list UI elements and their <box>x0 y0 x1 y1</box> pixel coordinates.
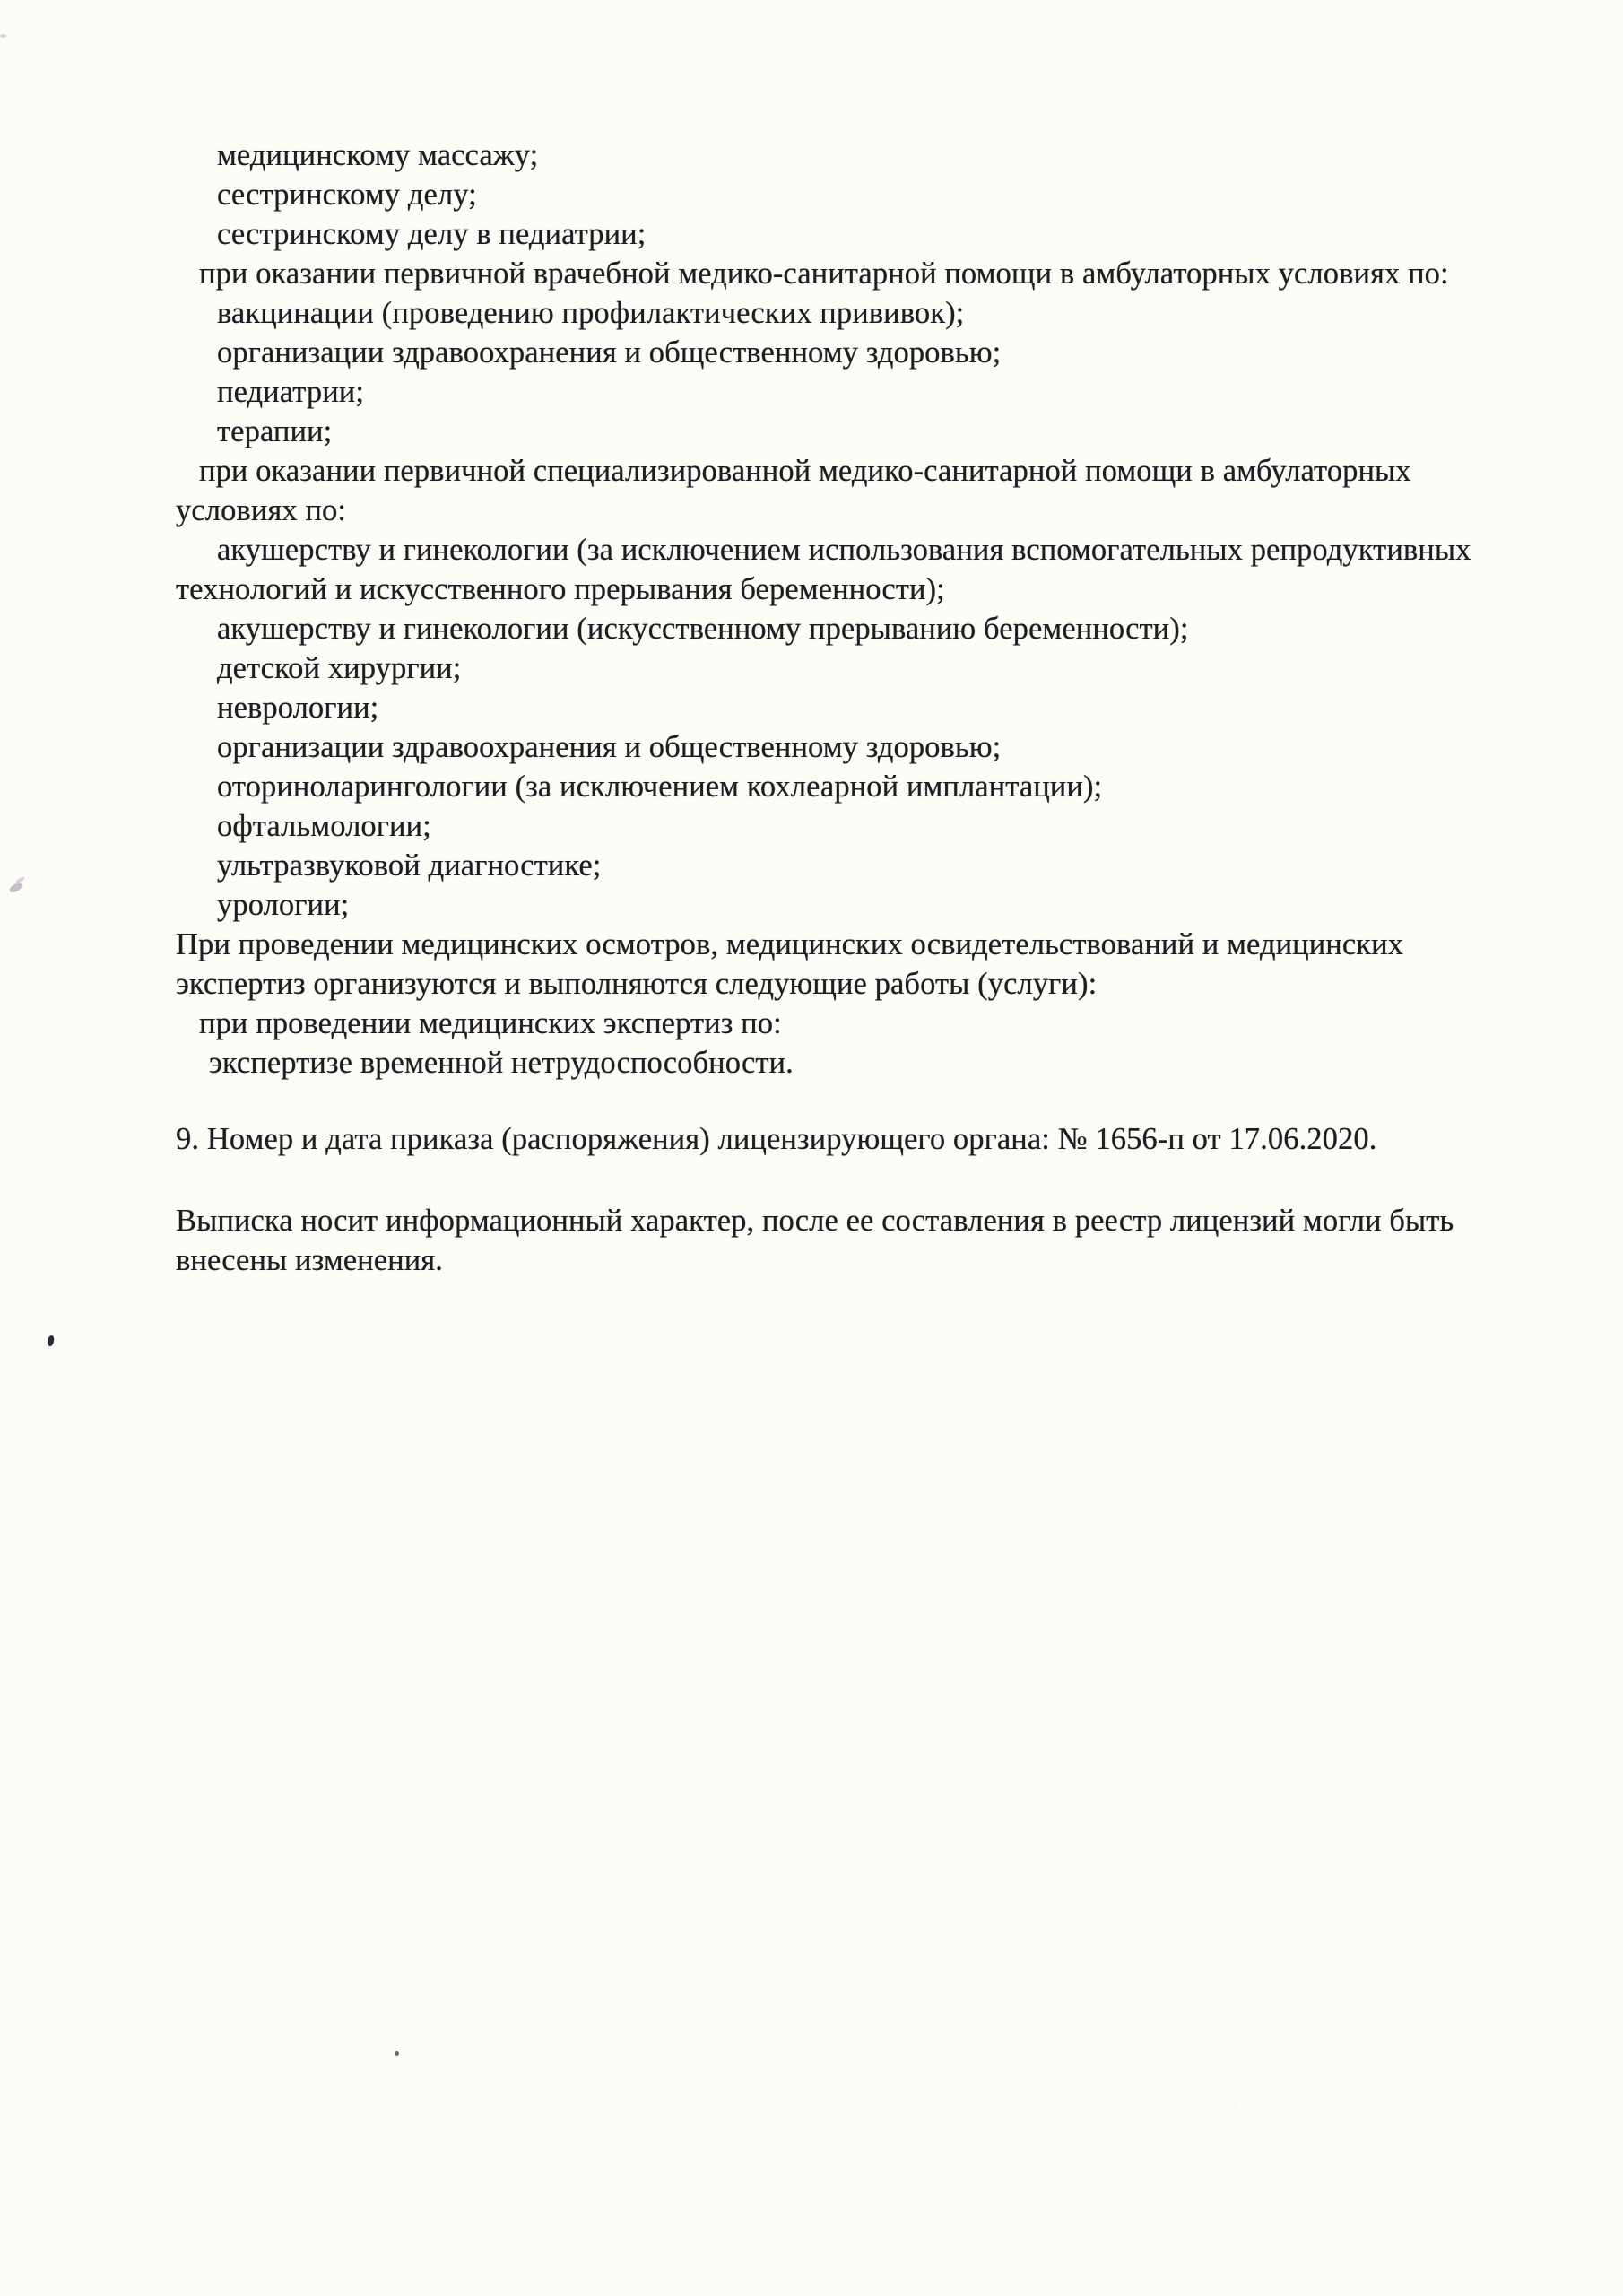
doc-line-service: сестринскому делу; <box>217 178 477 212</box>
doc-line-continuation: условиях по: <box>176 493 347 527</box>
doc-line-service: неврологии; <box>217 691 379 725</box>
doc-line-service: детской хирургии; <box>217 651 462 685</box>
doc-line-category: при оказании первичной врачебной медико-санитарной помощи в амбулаторных условиях по: <box>199 257 1449 291</box>
doc-line-service: вакцинации (проведению профилактических прививок); <box>217 296 965 330</box>
doc-line-service: акушерству и гинекологии (за исключением использования вспомогательных репродуктивных <box>217 533 1471 567</box>
doc-line-continuation: экспертиз организуются и выполняются следующие работы (услуги): <box>176 967 1098 1001</box>
doc-line-disclaimer: внесены изменения. <box>176 1243 443 1277</box>
doc-line-service: ультразвуковой диагностике; <box>217 848 602 883</box>
doc-line-disclaimer: Выписка носит информационный характер, после ее составления в реестр лицензий могли быть <box>176 1204 1454 1238</box>
doc-line-service: организации здравоохранения и общественному здоровью; <box>217 730 1002 764</box>
doc-line-service: урологии; <box>217 888 350 922</box>
doc-line-service: организации здравоохранения и общественному здоровью; <box>217 335 1002 370</box>
doc-line-service: сестринскому делу в педиатрии; <box>217 217 647 251</box>
doc-line-service: педиатрии; <box>217 375 365 409</box>
scan-edge-mark-artifact <box>0 34 6 38</box>
doc-line-category: при оказании первичной специализированной медико-санитарной помощи в амбулаторных <box>199 454 1411 488</box>
document-text <box>176 135 1575 1280</box>
doc-line-service: акушерству и гинекологии (искусственному прерыванию беременности); <box>217 612 1189 646</box>
scan-ink-speck-artifact <box>47 1335 55 1346</box>
scan-dot-artifact <box>395 2051 399 2056</box>
scan-smudge-artifact <box>8 882 23 893</box>
doc-line-category: при проведении медицинских экспертиз по: <box>199 1006 782 1040</box>
doc-line-service: оториноларингологии (за исключением кохлеарной имплантации); <box>217 770 1103 804</box>
doc-line-service: медицинскому массажу; <box>217 138 539 172</box>
doc-line-service: офтальмологии; <box>217 809 431 843</box>
doc-line-service: экспертизе временной нетрудоспособности. <box>209 1046 794 1080</box>
doc-line-service: терапии; <box>217 414 333 448</box>
doc-line-paragraph: При проведении медицинских осмотров, медицинских освидетельствований и медицинских <box>176 927 1404 961</box>
doc-line-continuation: технологий и искусственного прерывания беременности); <box>176 572 945 606</box>
doc-line-section-9: 9. Номер и дата приказа (распоряжения) лицензирующего органа: № 1656-п от 17.06.2020. <box>176 1122 1377 1156</box>
